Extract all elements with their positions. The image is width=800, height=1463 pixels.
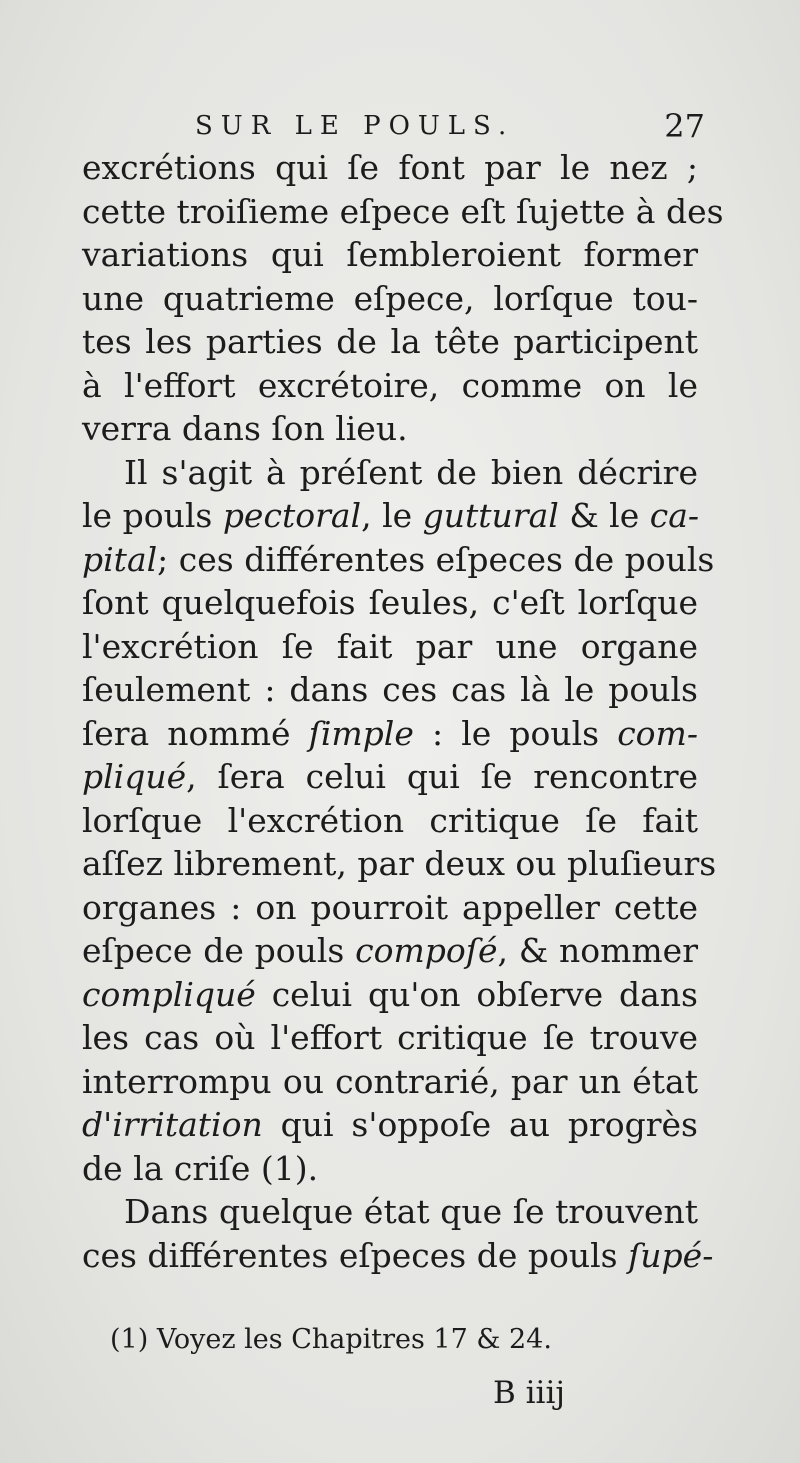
text-line: verra dans ſon lieu. (82, 409, 408, 448)
italic-term: guttural (422, 496, 559, 535)
text-line: organes : on pourroit appeller cette (82, 887, 698, 927)
italic-term: pliqué (82, 757, 187, 796)
text-run: le pouls (82, 496, 223, 535)
text-line: tes les parties de la tête participent (82, 322, 698, 361)
text-run: eſpece de pouls (82, 931, 356, 970)
text-run: ces différentes eſpeces de pouls (82, 1235, 629, 1275)
italic-term: compliqué (82, 974, 256, 1014)
italic-term: compoſé (355, 931, 498, 970)
running-title: SUR LE POULS. (195, 111, 515, 141)
text-line (82, 538, 715, 582)
italic-term: pectoral (222, 496, 362, 535)
text-run: ſera nommé (82, 713, 309, 753)
text-line (82, 1103, 698, 1147)
text-line: l'excrétion ſe fait par une organe (82, 626, 698, 666)
text-run: celui qu'on obſerve dans (255, 974, 698, 1014)
text-line: ſeulement : dans ces cas là le pouls (82, 670, 698, 709)
text-line: les cas où l'effort critique ſe trouve (82, 1018, 698, 1057)
text-run: : le pouls (413, 713, 618, 753)
text-line: Il s'agit à préſent de bien décrire (124, 452, 698, 492)
signature-mark: B iiij (493, 1375, 565, 1411)
text-line: excrétions qui ſe font par le nez ; (82, 148, 698, 187)
text-line: cette troiſieme eſpece eſt ſujette à des (82, 191, 724, 231)
text-line: Dans quelque état que ſe trouvent (124, 1192, 698, 1231)
text-line: interrompu ou contrarié, par un état (82, 1061, 698, 1101)
text-line (82, 973, 698, 1017)
italic-term: com- (617, 713, 698, 753)
text-line (82, 494, 698, 538)
text-line: à l'effort excrétoire, comme on le (82, 365, 698, 405)
page-number: 27 (664, 107, 705, 145)
text-run: , & nommer (497, 931, 698, 970)
italic-term: pital (82, 539, 158, 579)
text-run: , le (361, 496, 423, 535)
text-run: , ſera celui qui ſe rencontre (186, 757, 698, 796)
text-line: lorſque l'excrétion critique ſe fait (82, 800, 698, 840)
text-line (82, 755, 698, 799)
text-line (82, 712, 698, 756)
italic-term: ſimple (308, 713, 414, 753)
footnote: (1) Voyez les Chapitres 17 & 24. (110, 1324, 552, 1355)
text-run: qui s'oppoſe au progrès (262, 1105, 698, 1144)
text-line (82, 1234, 714, 1278)
italic-term: ſupé- (628, 1235, 714, 1275)
text-line (82, 929, 698, 973)
italic-term: ca- (649, 496, 700, 535)
text-line: ſont quelquefois ſeules, c'eſt lorſque (82, 583, 698, 622)
text-line: de la criſe (1). (82, 1148, 319, 1188)
text-run: ; ces différentes eſpeces de pouls (157, 539, 715, 579)
text-line: aſſez librement, par deux ou pluſieurs (82, 844, 717, 883)
text-line: une quatrieme eſpece, lorſque tou- (82, 278, 698, 318)
text-run: & le (558, 496, 650, 535)
text-line: variations qui ſembleroient former (82, 235, 698, 274)
italic-term: d'irritation (82, 1105, 263, 1144)
body-text (82, 146, 724, 1277)
page-header (195, 106, 705, 146)
